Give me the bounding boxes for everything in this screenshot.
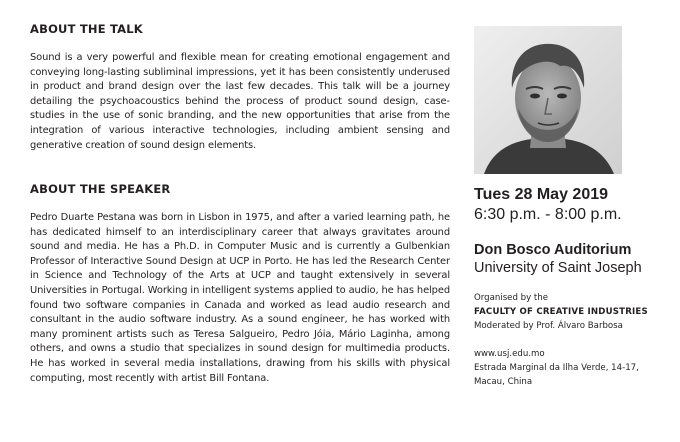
faculty-name: FACULTY OF CREATIVE INDUSTRIES (474, 307, 648, 317)
organised-by-label: Organised by the (474, 293, 549, 303)
event-date: Tues 28 May 2019 (474, 186, 609, 203)
about-talk-text: Sound is a very powerful and flexible mean for creating emotional engagement and conveying long-lasting subliminal impressions, yet it has been consistently underused in product and brand design over the last few decades. This talk will be a journey detailing the psychoacoustics behind the process of product sound design, case-studies in the use of sonic branding, and the new opportunities that arise from the integration of various interactive technologies, including ambient sensing and generative creation of sound design elements. (30, 52, 450, 151)
address-line-2: Macau, China (474, 377, 533, 387)
moderator-text: Moderated by Prof. Álvaro Barbosa (474, 321, 623, 331)
speaker-portrait-image (474, 26, 622, 174)
address-line-1: Estrada Marginal da Ilha Verde, 14-17, (474, 363, 639, 373)
about-talk-heading: ABOUT THE TALK (30, 22, 143, 36)
about-speaker-heading: ABOUT THE SPEAKER (30, 182, 171, 196)
speaker-photo (474, 26, 622, 174)
website-link[interactable]: www.usj.edu.mo (474, 349, 545, 359)
event-time: 6:30 p.m. - 8:00 p.m. (474, 206, 622, 223)
event-university: University of Saint Joseph (474, 260, 642, 276)
event-venue: Don Bosco Auditorium (474, 242, 632, 258)
about-speaker-text: Pedro Duarte Pestana was born in Lisbon in 1975, and after a varied learning path, he has dedicated himself to an interdisciplinary career that always gravitates around sound and media. He has a Ph.D. in Computer Music and is currently a Gulbenkian Professor of Interactive Sound Design at UCP in Porto. He has led the Research Center in Science and Technology of the Arts at UCP and taught extensively in several Universities in Portugal. Working in intelligent systems applied to audio, he has helped found two software companies in Canada and worked as lead audio research and consultant in the audio software industry. As a sound engineer, he has worked with many prominent artists such as Teresa Salgueiro, Pedro Jóia, Mário Laginha, among others, and owns a studio that specializes in sound design for multimedia products. He has worked in several media installations, drawing from his skills with physical computing, most recently with artist Bill Fontana. (30, 212, 450, 384)
